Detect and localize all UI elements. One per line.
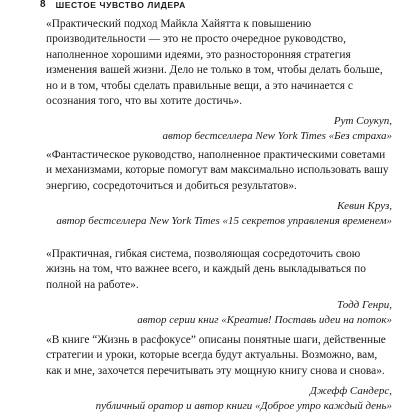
endorsement-author-role: автор бестселлера New York Times «Без страха» [162, 130, 392, 143]
endorsement-text: «Фантастическое руководство, наполненное практическими советами и механизмами, которые помогут вам максимально использовать вашу энергию, сосредоточиться и добиться результатов». [46, 149, 389, 192]
endorsement-author-role: автор бестселлера New York Times «15 секретов управления временем» [56, 215, 392, 228]
endorsement-3 [46, 247, 392, 328]
endorsement-author-role: публичный оратор и автор книги «Доброе утро каждый день» [95, 400, 392, 413]
endorsement-attribution [46, 199, 392, 229]
endorsement-text: «Практический подход Майкла Хайятта к повышению производительности — это не просто очередное руководство, наполненное хорошими идеями, это разносторонняя стратегия изменения вашей жизни. Дело не только в том, чтобы делать больше, но и в том, чтобы сделать правильные вещи, а это начинается с осознания того, что вы хотите достичь». [46, 18, 383, 108]
endorsement-author: Рут Соукуп, [333, 115, 392, 128]
running-title: ШЕСТОЕ ЧУВСТВО ЛИДЕРА [55, 0, 186, 10]
endorsement-4 [46, 333, 392, 414]
endorsement-2 [46, 148, 392, 229]
endorsement-attribution [46, 114, 392, 144]
endorsement-author: Кевин Круз, [337, 200, 392, 213]
page-number: 8 [40, 0, 46, 10]
endorsement-attribution [46, 298, 392, 328]
endorsement-attribution [46, 384, 392, 414]
running-header [40, 0, 380, 14]
endorsement-text: «Практичная, гибкая система, позволяющая сосредоточить свою жизнь на том, что важнее всего, и каждый день выкладываться по полной на работе». [46, 248, 366, 291]
endorsement-author-role: автор серии книг «Креатив! Поставь идеи на поток» [137, 314, 392, 327]
endorsement-text: «В книге “Жизнь в расфокусе” описаны понятные шаги, действенные стратегии и уроки, которые всегда будут актуальны. Возможно, вам, как и мне, захочется перечитывать эту мощную книгу снова и снова». [46, 334, 386, 377]
endorsement-author: Тодд Генри, [337, 299, 392, 312]
endorsement-1 [46, 17, 392, 144]
endorsement-author: Джефф Сандерс, [309, 385, 392, 398]
